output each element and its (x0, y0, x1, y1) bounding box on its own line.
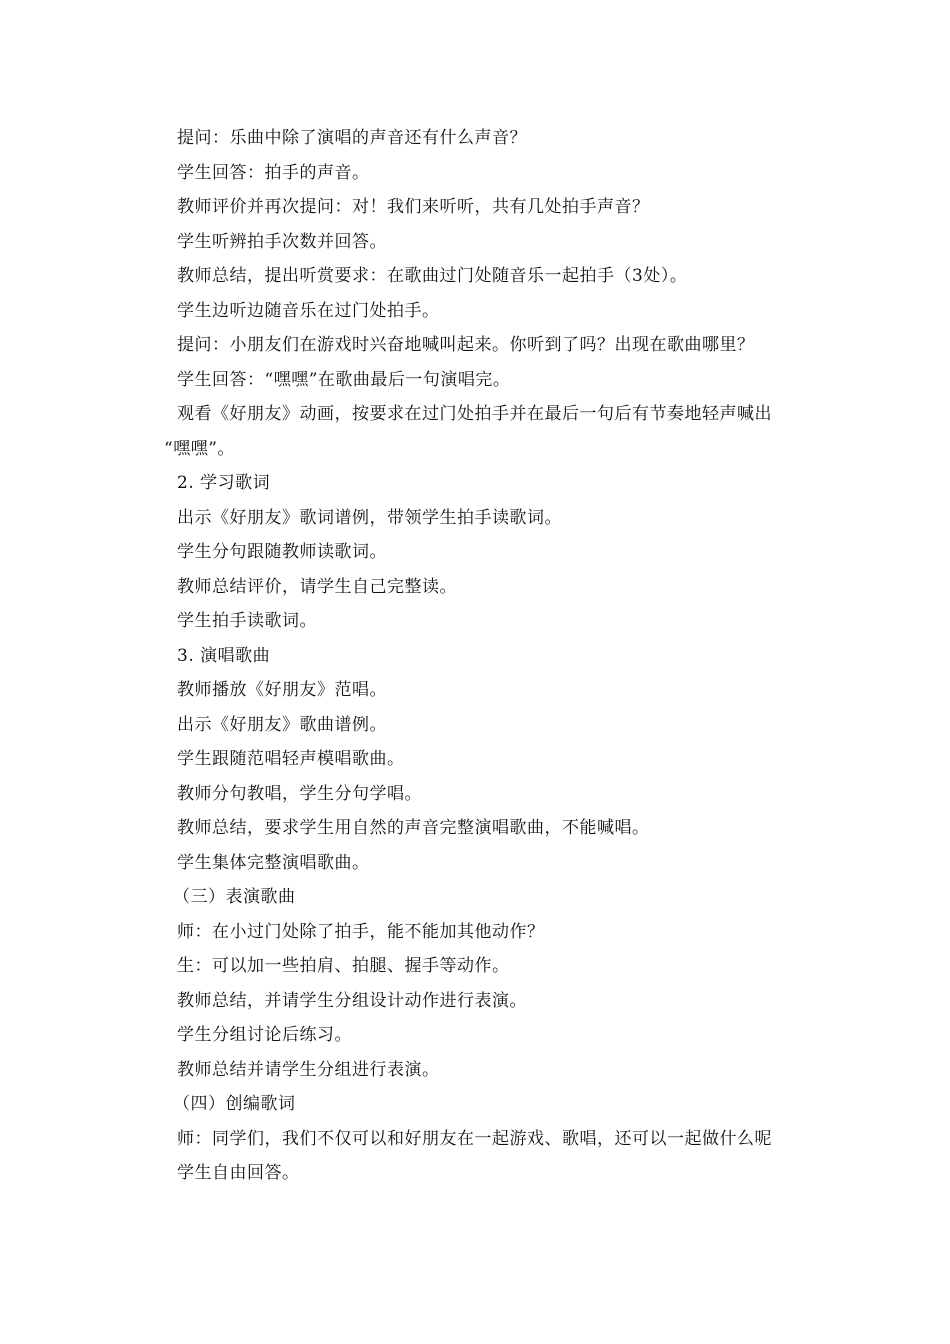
paragraph-line: 师：在小过门处除了拍手，能不能加其他动作？ (177, 921, 545, 942)
document-body (164, 121, 817, 1191)
paragraph-line: 学生边听边随音乐在过门处拍手。 (177, 300, 440, 321)
paragraph-line: 师：同学们，我们不仅可以和好朋友在一起游戏、歌唱，还可以一起做什么呢 (177, 1128, 772, 1149)
paragraph-line: 学生集体完整演唱歌曲。 (177, 852, 370, 873)
paragraph-line: 学生分句跟随教师读歌词。 (177, 542, 387, 562)
paragraph-line: 教师分句教唱，学生分句学唱。 (177, 783, 422, 804)
paragraph-line: 教师总结，要求学生用自然的声音完整演唱歌曲，不能喊唱。 (177, 818, 650, 838)
section-heading: 3. 演唱歌曲 (177, 645, 271, 666)
paragraph-line: 学生回答：“嘿嘿”在歌曲最后一句演唱完。 (177, 369, 511, 390)
paragraph-line: 观看《好朋友》动画，按要求在过门处拍手并在最后一句后有节奏地轻声喊出 (177, 404, 772, 424)
paragraph-line: 教师总结评价，请学生自己完整读。 (177, 576, 457, 597)
paragraph-line: 学生自由回答。 (177, 1163, 300, 1183)
paragraph-line: 教师评价并再次提问：对！我们来听听，共有几处拍手声音？ (177, 197, 650, 217)
paragraph-line-continuation: “嘿嘿”。 (164, 438, 235, 459)
paragraph-line: 出示《好朋友》歌曲谱例。 (177, 714, 387, 735)
section-heading: （三）表演歌曲 (173, 887, 296, 907)
paragraph-line: 学生分组讨论后练习。 (177, 1025, 352, 1045)
paragraph-line: 提问：乐曲中除了演唱的声音还有什么声音？ (177, 128, 527, 148)
paragraph-line: 学生跟随范唱轻声模唱歌曲。 (177, 749, 405, 769)
paragraph-line: 教师播放《好朋友》范唱。 (177, 680, 387, 700)
paragraph-line: 教师总结，提出听赏要求：在歌曲过门处随音乐一起拍手（3处）。 (177, 266, 688, 286)
paragraph-line: 教师总结并请学生分组进行表演。 (177, 1059, 440, 1080)
paragraph-line: 学生拍手读歌词。 (177, 611, 317, 631)
paragraph-line: 生：可以加一些拍肩、拍腿、握手等动作。 (177, 956, 510, 976)
paragraph-line: 学生回答：拍手的声音。 (177, 162, 370, 183)
paragraph-line: 学生听辨拍手次数并回答。 (177, 231, 387, 252)
section-heading: 2. 学习歌词 (177, 473, 271, 493)
paragraph-line: 教师总结，并请学生分组设计动作进行表演。 (177, 990, 527, 1011)
paragraph-line: 提问：小朋友们在游戏时兴奋地喊叫起来。你听到了吗？出现在歌曲哪里？ (177, 335, 755, 355)
paragraph-line: 出示《好朋友》歌词谱例，带领学生拍手读歌词。 (177, 507, 562, 528)
section-heading: （四）创编歌词 (173, 1094, 296, 1114)
